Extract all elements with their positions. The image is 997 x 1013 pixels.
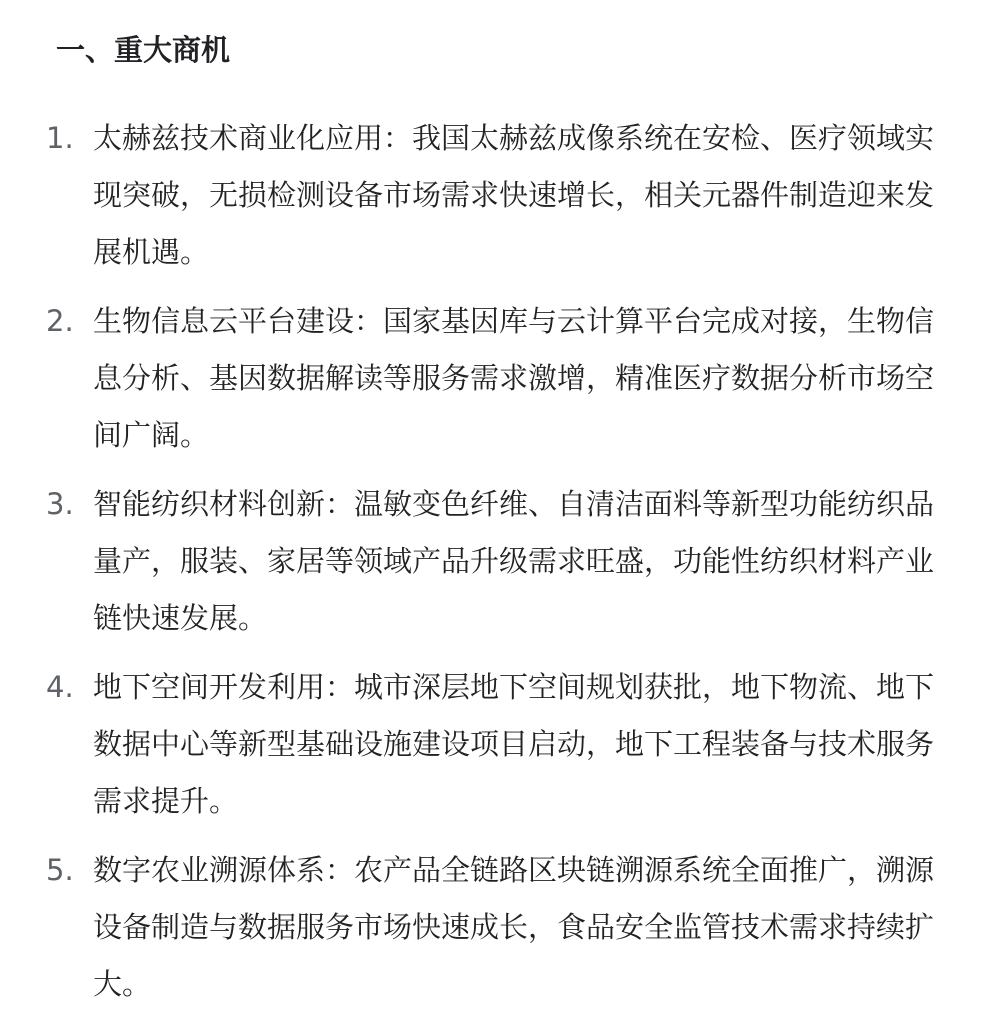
opportunity-list xyxy=(46,110,937,1013)
list-item-text: 数字农业溯源体系：农产品全链路区块链溯源系统全面推广，溯源设备制造与数据服务市场快速成长，食品安全监管技术需求持续扩大。 xyxy=(93,853,935,1001)
list-item-4 xyxy=(46,659,937,830)
list-item-5 xyxy=(46,842,937,1013)
list-item-number: 3. xyxy=(46,487,74,521)
list-item-text: 太赫兹技术商业化应用：我国太赫兹成像系统在安检、医疗领域实现突破，无损检测设备市场需求快速增长，相关元器件制造迎来发展机遇。 xyxy=(93,121,935,269)
list-item-text: 生物信息云平台建设：国家基因库与云计算平台完成对接，生物信息分析、基因数据解读等服务需求激增，精准医疗数据分析市场空间广阔。 xyxy=(93,304,935,452)
list-item-text: 地下空间开发利用：城市深层地下空间规划获批，地下物流、地下数据中心等新型基础设施建设项目启动，地下工程装备与技术服务需求提升。 xyxy=(93,670,935,818)
section-title: 一、重大商机 xyxy=(56,33,231,67)
list-item-2 xyxy=(46,293,937,464)
list-item-number: 1. xyxy=(46,121,74,155)
list-item-number: 5. xyxy=(46,853,74,887)
list-item-number: 2. xyxy=(46,304,74,338)
list-item-text: 智能纺织材料创新：温敏变色纤维、自清洁面料等新型功能纺织品量产，服装、家居等领域产品升级需求旺盛，功能性纺织材料产业链快速发展。 xyxy=(93,487,935,635)
list-item-number: 4. xyxy=(46,670,74,704)
list-item-3 xyxy=(46,476,937,647)
list-item-1 xyxy=(46,110,937,281)
